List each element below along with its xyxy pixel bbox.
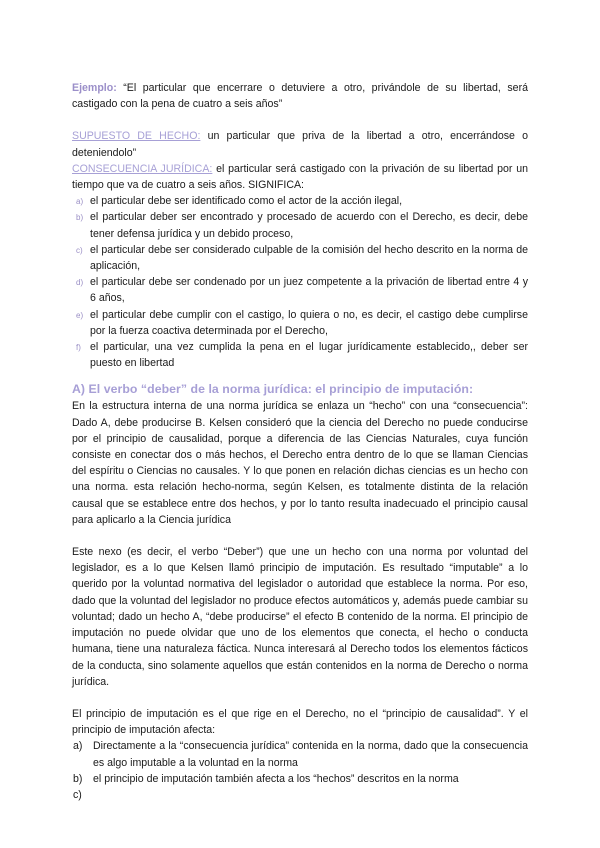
paragraph-hecho-norma: En la estructura interna de una norma jurídica se enlaza un “hecho” con una “consecuencia”: Dado A, debe producirse B. Kelsen consideró que la ciencia del Derecho no puede conducirse por el principio de causalidad, porque a diferencia de las Ciencias Naturales, cuya función consiste en conectar dos o más hechos, el Derecho entra dentro de lo que se llaman Ciencias del espíritu o Ciencias no causales. Y lo que ponen en relación dichas ciencias es un hecho con una norma. esta relación hecho-norma, según Kelsen, es totalmente distinta de la relación causal que se establece entre dos hechos, y por lo tanto resulta inadecuado el principio causal para aplicarlo a la Ciencia jurídica: [72, 400, 528, 526]
list-marker: f): [76, 343, 81, 353]
list-item-text: el particular debe cumplir con el castigo, lo quiera o no, es decir, el castigo debe cumplirse por la fuerza coactiva determinada por el Derecho,: [90, 308, 528, 337]
list-item-text: el particular debe ser condenado por un juez competente a la privación de libertad entre 4 y 6 años,: [90, 276, 528, 305]
document-page: [72, 80, 528, 803]
supuesto-text: un particular que priva de la libertad a otro, encerrándose o deteniendolo”: [72, 130, 529, 159]
list-item: [72, 193, 528, 209]
example-label: Ejemplo:: [72, 82, 117, 94]
list-item: [72, 771, 528, 787]
spacer: [72, 528, 528, 544]
list-marker: a): [76, 197, 84, 207]
list-item: [72, 242, 528, 274]
afecta-list: [72, 738, 528, 803]
spacer: [72, 112, 528, 128]
list-item: [72, 787, 528, 803]
list-item-text: el principio de imputación también afecta a los “hechos” descritos en la norma: [93, 772, 459, 785]
paragraph-imputacion: El principio de imputación es el que rige en el Derecho, no el “principio de causalidad”. Y el principio de imputación afecta:: [72, 707, 528, 737]
consecuencia-label: CONSECUENCIA JURÍDICA:: [72, 162, 213, 175]
spacer: [72, 371, 528, 381]
list-item: [72, 307, 528, 339]
list-item: [72, 209, 528, 241]
list-item-text: el particular, una vez cumplida la pena en el lugar jurídicamente establecido,, deber ser puesto en libertad: [90, 341, 528, 370]
spacer: [72, 690, 528, 706]
example-text: “El particular que encerrare o detuviere a otro, privándole de su libertad, será castigado con la pena de cuatro a seis años”: [72, 82, 528, 111]
list-marker: b): [76, 213, 84, 223]
list-item-text: el particular debe ser identificado como el actor de la acción ilegal,: [90, 195, 403, 208]
list-marker: a): [73, 740, 83, 753]
paragraph-nexo: Este nexo (es decir, el verbo “Deber”) que une un hecho con una norma por voluntad del legislador, es a lo que Kelsen llamó principio de imputación. Es resultado “imputable” a lo querido por la voluntad normativa del legislador o autoridad que establece la norma. Por eso, dado que la voluntad del legislador no produce efectos automáticos y, además puede cambiar su voluntad; dado un hecho A, “debe producirse” el efecto B contenido de la norma. El principio de imputación no puede olvidar que uno de los elementos que conecta, el hecho o conducta humana, tiene una naturaleza fáctica. Nunca interesará al Derecho todos los elementos fácticos de la conducta, sino solamente aquellos que están contenidos en la norma de Derecho o norma jurídica.: [72, 546, 528, 688]
supuesto-label: SUPUESTO DE HECHO:: [72, 130, 201, 143]
list-item-text: el particular deber ser encontrado y procesado de acuerdo con el Derecho, es decir, debe tener defensa jurídica y un debido proceso,: [90, 211, 528, 240]
list-marker: b): [73, 772, 83, 785]
list-marker: e): [76, 310, 84, 320]
list-item: [72, 274, 528, 306]
list-marker: c): [76, 245, 83, 255]
consecuencia-text: el particular será castigado con la privación de su libertad por un tiempo que va de cuatro a seis años. SIGNIFICA:: [72, 162, 528, 192]
significa-list: [72, 193, 528, 371]
list-marker: d): [76, 278, 84, 288]
list-marker: c): [73, 788, 82, 801]
supuesto-paragraph: [72, 128, 528, 160]
list-item-text: Directamente a la “consecuencia jurídica” contenida en la norma, dado que la consecuencia es algo imputable a la voluntad en la norma: [93, 740, 528, 769]
example-paragraph: [72, 80, 528, 112]
list-item-text: el particular debe ser considerado culpable de la comisión del hecho descrito en la norma de aplicación,: [90, 243, 528, 273]
list-item: [72, 738, 528, 770]
consecuencia-paragraph: [72, 161, 528, 193]
list-item: [72, 339, 528, 371]
section-heading: A) El verbo “deber” de la norma jurídica: el principio de imputación:: [72, 382, 474, 397]
